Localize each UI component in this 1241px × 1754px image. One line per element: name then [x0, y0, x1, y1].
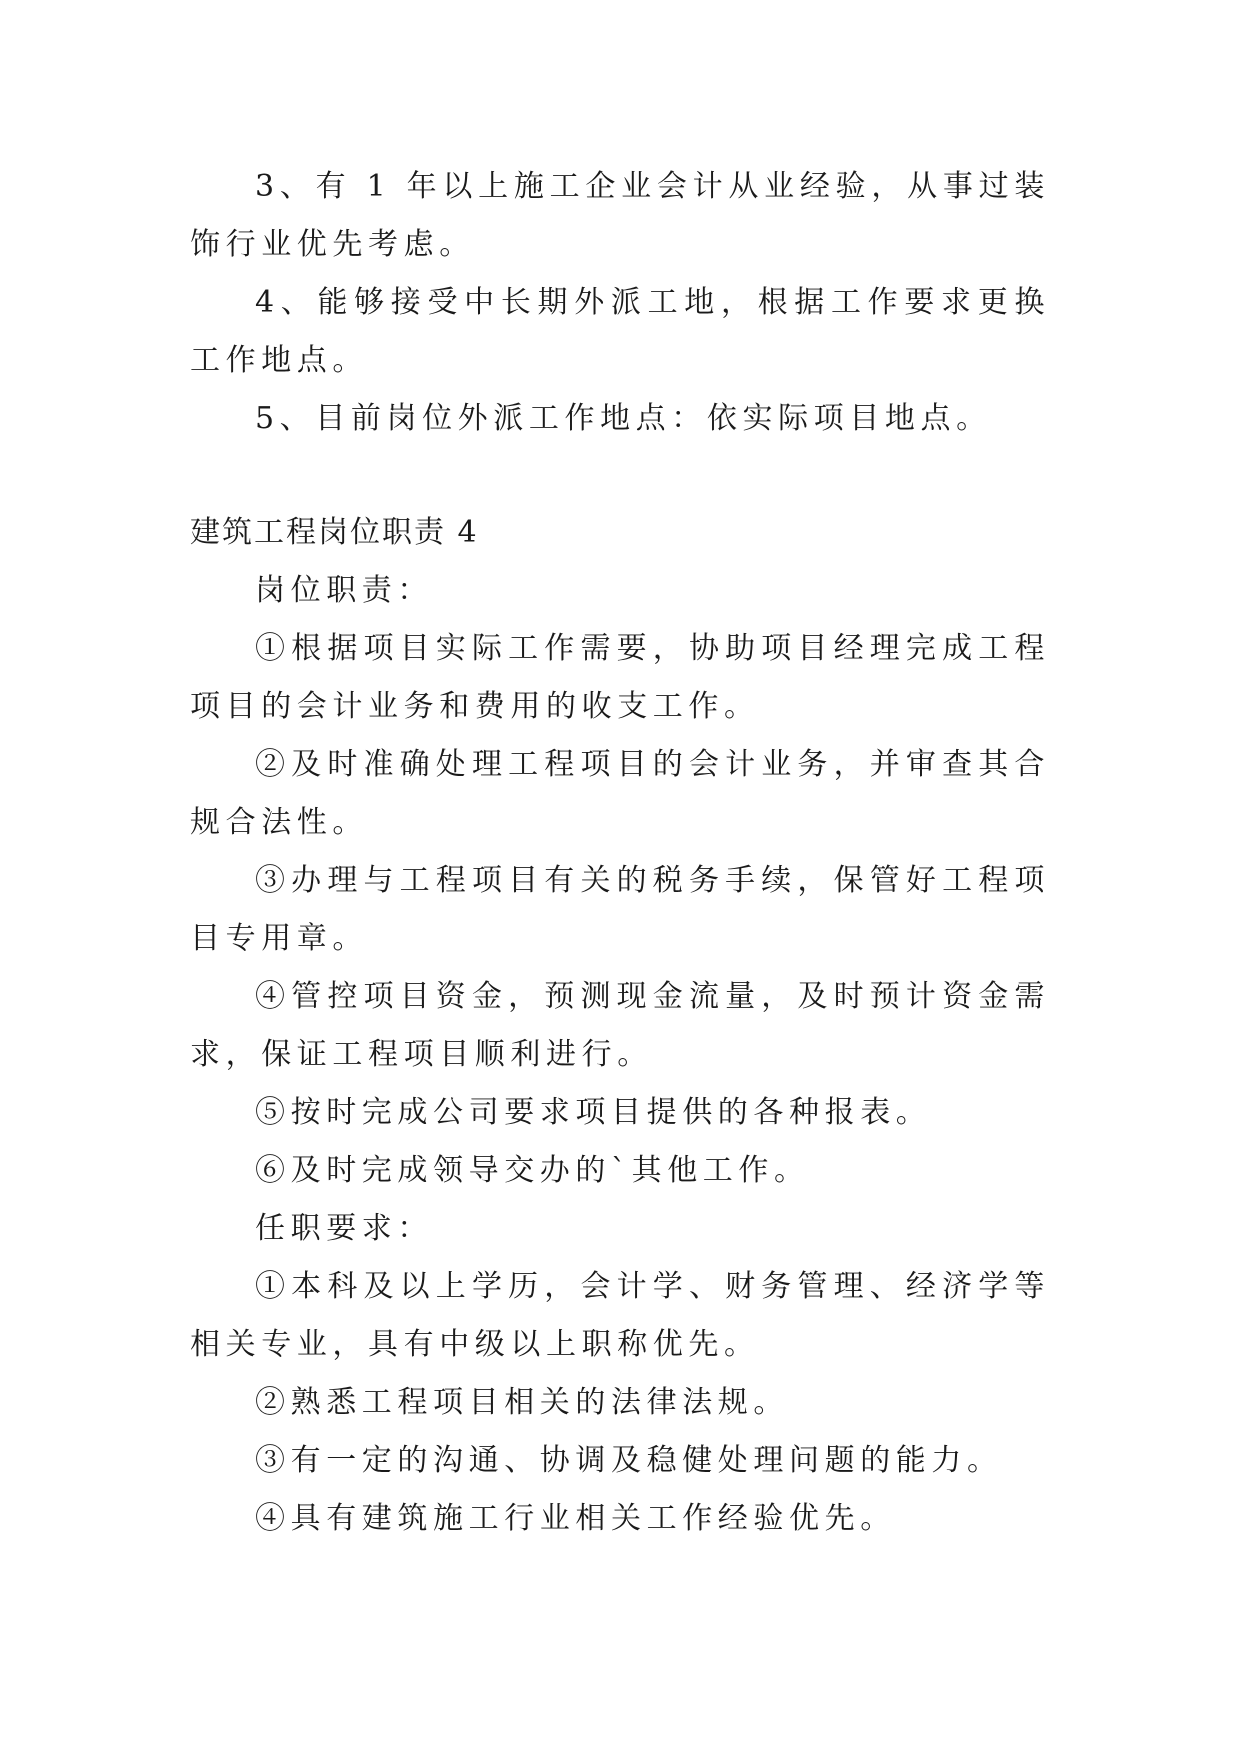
intro-item-3: 3、有 1 年以上施工企业会计从业经验，从事过装饰行业优先考虑。 — [190, 169, 1050, 262]
requirement-item-2: ②熟悉工程项目相关的法律法规。 — [255, 1385, 789, 1420]
document-body — [190, 158, 1050, 1548]
duty-item-6: ⑥及时完成领导交办的`其他工作。 — [255, 1153, 810, 1188]
duty-item-1: ①根据项目实际工作需要，协助项目经理完成工程项目的会计业务和费用的收支工作。 — [190, 631, 1050, 724]
section-spacer — [190, 448, 1050, 504]
duty-item-2: ②及时准确处理工程项目的会计业务，并审查其合规合法性。 — [190, 747, 1050, 840]
duty-item-5: ⑤按时完成公司要求项目提供的各种报表。 — [255, 1095, 932, 1130]
requirement-item-3: ③有一定的沟通、协调及稳健处理问题的能力。 — [255, 1443, 1003, 1478]
requirement-item-4: ④具有建筑施工行业相关工作经验优先。 — [255, 1501, 896, 1536]
duties-label: 岗位职责： — [255, 573, 433, 608]
requirements-label: 任职要求： — [255, 1211, 433, 1246]
duty-item-4: ④管控项目资金，预测现金流量，及时预计资金需求，保证工程项目顺利进行。 — [190, 979, 1050, 1072]
intro-item-5: 5、目前岗位外派工作地点：依实际项目地点。 — [255, 401, 992, 436]
requirement-item-1: ①本科及以上学历，会计学、财务管理、经济学等相关专业，具有中级以上职称优先。 — [190, 1269, 1050, 1362]
section-title: 建筑工程岗位职责 4 — [190, 515, 479, 550]
intro-item-4: 4、能够接受中长期外派工地，根据工作要求更换工作地点。 — [190, 285, 1050, 378]
duty-item-3: ③办理与工程项目有关的税务手续，保管好工程项目专用章。 — [190, 863, 1050, 956]
